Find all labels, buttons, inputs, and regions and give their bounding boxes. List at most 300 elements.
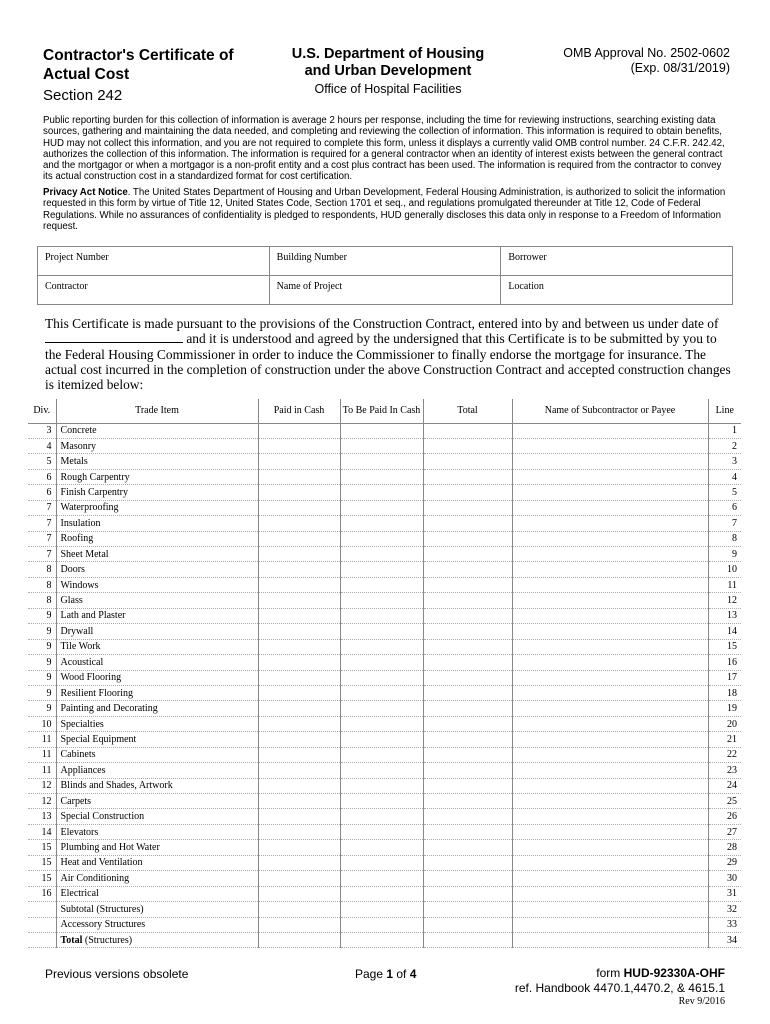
paid-in-cash-cell[interactable] [258, 593, 340, 608]
table-row [28, 932, 741, 947]
total-cell[interactable] [423, 485, 512, 500]
table-row [28, 732, 741, 747]
line-number: 11 [708, 577, 741, 592]
trade-item: Waterproofing [56, 500, 258, 515]
burden-statement: Public reporting burden for this collection of information is average 2 hours per response, including the time for reviewing instructions, searching existing data sources, gathering and maintaining the data needed, and completing and reviewing the collection of information. This information is required to obtain benefits, HUD may not collect this information, and you are not required to complete this form, unless it displays a currently valid OMB control number. 24 C.F.R. 242.42, authorizes the collection of this information. The information is required for a general contractor when an identity of interest exists between the general contract and the mortgagor or when a mortgagor is a non-profit entity and a cost plus contract has been used. The information is required from the contractor to convey its actual construction cost in a standardized format for cost certification. [43, 115, 725, 183]
paid-in-cash-cell[interactable] [258, 716, 340, 731]
table-row [28, 454, 741, 469]
line-number: 2 [708, 438, 741, 453]
line-number: 22 [708, 747, 741, 762]
line-number: 14 [708, 624, 741, 639]
paid-in-cash-cell[interactable] [258, 516, 340, 531]
project-number-field[interactable] [38, 247, 270, 276]
paid-in-cash-cell[interactable] [258, 732, 340, 747]
table-row [28, 608, 741, 623]
line-number: 12 [708, 593, 741, 608]
total-cell[interactable] [423, 577, 512, 592]
form-id [480, 966, 725, 981]
payee-cell[interactable] [512, 763, 708, 778]
page-label: Page [355, 967, 387, 981]
col-header-payee: Name of Subcontractor or Payee [512, 399, 708, 423]
paid-in-cash-cell[interactable] [258, 577, 340, 592]
total-cell[interactable] [423, 516, 512, 531]
payee-cell[interactable] [512, 454, 708, 469]
trade-item: Resilient Flooring [56, 685, 258, 700]
division-number: 7 [28, 547, 56, 562]
total-cell[interactable] [423, 871, 512, 886]
payee-cell[interactable] [512, 917, 708, 932]
to-be-paid-cell[interactable] [340, 778, 423, 793]
col-header-paid-in-cash: Paid in Cash [258, 399, 340, 423]
line-number: 26 [708, 809, 741, 824]
paid-in-cash-cell[interactable] [258, 685, 340, 700]
paid-in-cash-cell[interactable] [258, 624, 340, 639]
certificate-statement [45, 316, 735, 392]
total-cell[interactable] [423, 732, 512, 747]
table-row [28, 809, 741, 824]
total-cell[interactable] [423, 531, 512, 546]
paid-in-cash-cell[interactable] [258, 655, 340, 670]
to-be-paid-cell[interactable] [340, 438, 423, 453]
trade-item: Specialties [56, 716, 258, 731]
agency-name-line1: U.S. Department of Housing [291, 46, 485, 62]
payee-cell[interactable] [512, 639, 708, 654]
line-number: 6 [708, 500, 741, 515]
page-total: 4 [409, 967, 417, 981]
payee-cell[interactable] [512, 531, 708, 546]
building-number-field[interactable] [269, 247, 501, 276]
omb-approval-number: OMB Approval No. 2502-0602 [563, 46, 730, 60]
paid-in-cash-cell[interactable] [258, 824, 340, 839]
paid-in-cash-cell[interactable] [258, 485, 340, 500]
trade-item: Rough Carpentry [56, 469, 258, 484]
line-number: 25 [708, 794, 741, 809]
total-cell[interactable] [423, 701, 512, 716]
paid-in-cash-cell[interactable] [258, 917, 340, 932]
col-header-trade-item: Trade Item [56, 399, 258, 423]
table-row [28, 531, 741, 546]
form-number: HUD-92330A-OHF [623, 966, 725, 980]
page-number: 1 [386, 967, 394, 981]
payee-cell[interactable] [512, 423, 708, 438]
trade-item: Metals [56, 454, 258, 469]
division-number: 8 [28, 562, 56, 577]
to-be-paid-cell[interactable] [340, 454, 423, 469]
line-number: 33 [708, 917, 741, 932]
table-row [28, 593, 741, 608]
trade-item: Sheet Metal [56, 547, 258, 562]
line-number: 27 [708, 824, 741, 839]
division-number: 6 [28, 469, 56, 484]
division-number: 9 [28, 608, 56, 623]
trade-item [56, 932, 258, 947]
payee-cell[interactable] [512, 855, 708, 870]
division-number: 15 [28, 855, 56, 870]
division-number: 8 [28, 577, 56, 592]
col-header-div: Div. [28, 399, 56, 423]
line-number: 17 [708, 670, 741, 685]
paid-in-cash-cell[interactable] [258, 763, 340, 778]
location-label: Location [508, 281, 544, 292]
previous-versions-note: Previous versions obsolete [45, 967, 189, 981]
division-number [28, 902, 56, 917]
table-row [28, 871, 741, 886]
payee-cell[interactable] [512, 794, 708, 809]
table-row [28, 747, 741, 762]
paid-in-cash-cell[interactable] [258, 840, 340, 855]
to-be-paid-cell[interactable] [340, 485, 423, 500]
payee-cell[interactable] [512, 547, 708, 562]
trade-item: Tile Work [56, 639, 258, 654]
omb-block [520, 46, 730, 76]
to-be-paid-cell[interactable] [340, 716, 423, 731]
trade-item: Concrete [56, 423, 258, 438]
paid-in-cash-cell[interactable] [258, 747, 340, 762]
payee-cell[interactable] [512, 655, 708, 670]
paid-in-cash-cell[interactable] [258, 500, 340, 515]
payee-cell[interactable] [512, 809, 708, 824]
to-be-paid-cell[interactable] [340, 917, 423, 932]
total-cell[interactable] [423, 932, 512, 947]
table-row [28, 423, 741, 438]
division-number: 10 [28, 716, 56, 731]
line-number: 28 [708, 840, 741, 855]
trade-item: Finish Carpentry [56, 485, 258, 500]
to-be-paid-cell[interactable] [340, 840, 423, 855]
to-be-paid-cell[interactable] [340, 547, 423, 562]
trade-item: Cabinets [56, 747, 258, 762]
total-cell[interactable] [423, 685, 512, 700]
to-be-paid-cell[interactable] [340, 871, 423, 886]
payee-cell[interactable] [512, 500, 708, 515]
to-be-paid-cell[interactable] [340, 932, 423, 947]
paid-in-cash-cell[interactable] [258, 608, 340, 623]
contractor-label: Contractor [45, 281, 88, 292]
paid-in-cash-cell[interactable] [258, 639, 340, 654]
paid-in-cash-cell[interactable] [258, 701, 340, 716]
line-number: 9 [708, 547, 741, 562]
payee-cell[interactable] [512, 624, 708, 639]
division-number: 11 [28, 732, 56, 747]
to-be-paid-cell[interactable] [340, 469, 423, 484]
borrower-field[interactable] [501, 247, 733, 276]
line-number: 5 [708, 485, 741, 500]
location-field[interactable] [501, 276, 733, 305]
table-row [28, 438, 741, 453]
trade-item: Blinds and Shades, Artwork [56, 778, 258, 793]
division-number: 9 [28, 701, 56, 716]
trade-item: Lath and Plaster [56, 608, 258, 623]
to-be-paid-cell[interactable] [340, 516, 423, 531]
payee-cell[interactable] [512, 469, 708, 484]
line-number: 1 [708, 423, 741, 438]
division-number: 15 [28, 840, 56, 855]
table-row [28, 469, 741, 484]
paid-in-cash-cell[interactable] [258, 562, 340, 577]
page-of: of [393, 967, 410, 981]
payee-cell[interactable] [512, 840, 708, 855]
trade-item: Subtotal (Structures) [56, 902, 258, 917]
paid-in-cash-cell[interactable] [258, 531, 340, 546]
to-be-paid-cell[interactable] [340, 531, 423, 546]
trade-item: Special Equipment [56, 732, 258, 747]
total-cell[interactable] [423, 547, 512, 562]
agency-office: Office of Hospital Facilities [314, 82, 462, 96]
table-row [28, 624, 741, 639]
table-row [28, 763, 741, 778]
to-be-paid-cell[interactable] [340, 747, 423, 762]
payee-cell[interactable] [512, 670, 708, 685]
payee-cell[interactable] [512, 516, 708, 531]
payee-cell[interactable] [512, 886, 708, 901]
trade-item: Elevators [56, 824, 258, 839]
total-cell[interactable] [423, 438, 512, 453]
paid-in-cash-cell[interactable] [258, 778, 340, 793]
line-number: 15 [708, 639, 741, 654]
division-number: 12 [28, 778, 56, 793]
project-info-grid [37, 246, 733, 305]
division-number: 15 [28, 871, 56, 886]
total-cell[interactable] [423, 809, 512, 824]
to-be-paid-cell[interactable] [340, 685, 423, 700]
division-number: 13 [28, 809, 56, 824]
payee-cell[interactable] [512, 577, 708, 592]
payee-cell[interactable] [512, 685, 708, 700]
paid-in-cash-cell[interactable] [258, 809, 340, 824]
division-number: 9 [28, 670, 56, 685]
division-number: 7 [28, 531, 56, 546]
total-cell[interactable] [423, 794, 512, 809]
paid-in-cash-cell[interactable] [258, 794, 340, 809]
total-cell[interactable] [423, 917, 512, 932]
to-be-paid-cell[interactable] [340, 763, 423, 778]
col-header-to-be-paid: To Be Paid In Cash [340, 399, 423, 423]
division-number: 7 [28, 516, 56, 531]
payee-cell[interactable] [512, 902, 708, 917]
table-row [28, 547, 741, 562]
payee-cell[interactable] [512, 701, 708, 716]
trade-item-bold: Total [60, 934, 83, 946]
line-number: 29 [708, 855, 741, 870]
project-name-field[interactable] [269, 276, 501, 305]
payee-cell[interactable] [512, 732, 708, 747]
line-number: 21 [708, 732, 741, 747]
total-cell[interactable] [423, 639, 512, 654]
trade-item-suffix: (Structures) [82, 934, 133, 946]
to-be-paid-cell[interactable] [340, 639, 423, 654]
division-number: 9 [28, 639, 56, 654]
to-be-paid-cell[interactable] [340, 608, 423, 623]
trade-item: Masonry [56, 438, 258, 453]
total-cell[interactable] [423, 593, 512, 608]
to-be-paid-cell[interactable] [340, 732, 423, 747]
payee-cell[interactable] [512, 438, 708, 453]
to-be-paid-cell[interactable] [340, 500, 423, 515]
line-number: 7 [708, 516, 741, 531]
table-row [28, 562, 741, 577]
contractor-field[interactable] [38, 276, 270, 305]
trade-items-table [28, 399, 741, 948]
table-row [28, 516, 741, 531]
division-number [28, 917, 56, 932]
to-be-paid-cell[interactable] [340, 423, 423, 438]
to-be-paid-cell[interactable] [340, 624, 423, 639]
line-number: 8 [708, 531, 741, 546]
total-cell[interactable] [423, 716, 512, 731]
project-name-label: Name of Project [276, 281, 343, 292]
total-cell[interactable] [423, 840, 512, 855]
total-cell[interactable] [423, 886, 512, 901]
paid-in-cash-cell[interactable] [258, 902, 340, 917]
payee-cell[interactable] [512, 608, 708, 623]
form-section: Section 242 [43, 87, 123, 104]
trade-item: Air Conditioning [56, 871, 258, 886]
division-number: 16 [28, 886, 56, 901]
to-be-paid-cell[interactable] [340, 794, 423, 809]
form-title-line2: Actual Cost [43, 66, 130, 83]
to-be-paid-cell[interactable] [340, 902, 423, 917]
to-be-paid-cell[interactable] [340, 701, 423, 716]
table-row [28, 716, 741, 731]
total-cell[interactable] [423, 624, 512, 639]
table-header-row [28, 399, 741, 423]
total-cell[interactable] [423, 655, 512, 670]
revision-date: Rev 9/2016 [678, 996, 725, 1007]
trade-item: Painting and Decorating [56, 701, 258, 716]
to-be-paid-cell[interactable] [340, 824, 423, 839]
paid-in-cash-cell[interactable] [258, 871, 340, 886]
to-be-paid-cell[interactable] [340, 809, 423, 824]
to-be-paid-cell[interactable] [340, 670, 423, 685]
trade-item: Accessory Structures [56, 917, 258, 932]
total-cell[interactable] [423, 778, 512, 793]
paid-in-cash-cell[interactable] [258, 454, 340, 469]
total-cell[interactable] [423, 423, 512, 438]
page-indicator [355, 967, 416, 981]
omb-expiration: (Exp. 08/31/2019) [630, 61, 730, 75]
paid-in-cash-cell[interactable] [258, 932, 340, 947]
line-number: 16 [708, 655, 741, 670]
division-number: 9 [28, 685, 56, 700]
total-cell[interactable] [423, 763, 512, 778]
payee-cell[interactable] [512, 716, 708, 731]
payee-cell[interactable] [512, 871, 708, 886]
division-number: 12 [28, 794, 56, 809]
total-cell[interactable] [423, 454, 512, 469]
table-row [28, 917, 741, 932]
line-number: 24 [708, 778, 741, 793]
division-number: 9 [28, 655, 56, 670]
paid-in-cash-cell[interactable] [258, 438, 340, 453]
payee-cell[interactable] [512, 932, 708, 947]
table-row [28, 701, 741, 716]
paid-in-cash-cell[interactable] [258, 855, 340, 870]
total-cell[interactable] [423, 670, 512, 685]
division-number [28, 932, 56, 947]
total-cell[interactable] [423, 855, 512, 870]
line-number: 32 [708, 902, 741, 917]
line-number: 18 [708, 685, 741, 700]
division-number: 4 [28, 438, 56, 453]
line-number: 20 [708, 716, 741, 731]
line-number: 13 [708, 608, 741, 623]
total-cell[interactable] [423, 747, 512, 762]
trade-item: Electrical [56, 886, 258, 901]
form-reference-block [480, 966, 725, 1008]
division-number: 6 [28, 485, 56, 500]
table-row [28, 794, 741, 809]
division-number: 14 [28, 824, 56, 839]
table-row [28, 840, 741, 855]
line-number: 23 [708, 763, 741, 778]
trade-item: Carpets [56, 794, 258, 809]
table-row [28, 655, 741, 670]
borrower-label: Borrower [508, 252, 547, 263]
total-cell[interactable] [423, 902, 512, 917]
table-row [28, 670, 741, 685]
payee-cell[interactable] [512, 778, 708, 793]
division-number: 3 [28, 423, 56, 438]
division-number: 9 [28, 624, 56, 639]
agency-name-line2: and Urban Development [304, 63, 472, 79]
table-row [28, 778, 741, 793]
total-cell[interactable] [423, 500, 512, 515]
building-number-label: Building Number [276, 252, 347, 263]
payee-cell[interactable] [512, 562, 708, 577]
payee-cell[interactable] [512, 593, 708, 608]
total-cell[interactable] [423, 608, 512, 623]
table-row [28, 824, 741, 839]
total-cell[interactable] [423, 824, 512, 839]
privacy-act-notice [43, 187, 733, 232]
to-be-paid-cell[interactable] [340, 886, 423, 901]
trade-item: Roofing [56, 531, 258, 546]
to-be-paid-cell[interactable] [340, 562, 423, 577]
to-be-paid-cell[interactable] [340, 593, 423, 608]
line-number: 30 [708, 871, 741, 886]
to-be-paid-cell[interactable] [340, 655, 423, 670]
payee-cell[interactable] [512, 485, 708, 500]
table-row [28, 639, 741, 654]
trade-item: Doors [56, 562, 258, 577]
paid-in-cash-cell[interactable] [258, 886, 340, 901]
table-row [28, 685, 741, 700]
handbook-reference: ref. Handbook 4470.1,4470.2, & 4615.1 [514, 980, 725, 995]
line-number: 31 [708, 886, 741, 901]
trade-item: Windows [56, 577, 258, 592]
payee-cell[interactable] [512, 824, 708, 839]
certificate-text-part2: and it is understood and agreed by the undersigned that this Certificate is to be submitted by you to the Federal Housing Commissioner in order to induce the Commissioner to finally endorse the mortgage for insurance. The actual cost incurred in the completion of construction under the above Construction Contract and accepted construction changes is itemized below: [45, 331, 731, 393]
division-number: 5 [28, 454, 56, 469]
certificate-text-part1: This Certificate is made pursuant to the provisions of the Construction Contract, entered into by and between us under date of [45, 316, 719, 331]
division-number: 7 [28, 500, 56, 515]
trade-item: Acoustical [56, 655, 258, 670]
to-be-paid-cell[interactable] [340, 577, 423, 592]
table-row [28, 886, 741, 901]
total-cell[interactable] [423, 562, 512, 577]
paid-in-cash-cell[interactable] [258, 423, 340, 438]
to-be-paid-cell[interactable] [340, 855, 423, 870]
contract-date-field[interactable] [45, 331, 183, 343]
paid-in-cash-cell[interactable] [258, 670, 340, 685]
table-row [28, 902, 741, 917]
line-number: 3 [708, 454, 741, 469]
payee-cell[interactable] [512, 747, 708, 762]
table-row [28, 577, 741, 592]
paid-in-cash-cell[interactable] [258, 469, 340, 484]
total-cell[interactable] [423, 469, 512, 484]
paid-in-cash-cell[interactable] [258, 547, 340, 562]
